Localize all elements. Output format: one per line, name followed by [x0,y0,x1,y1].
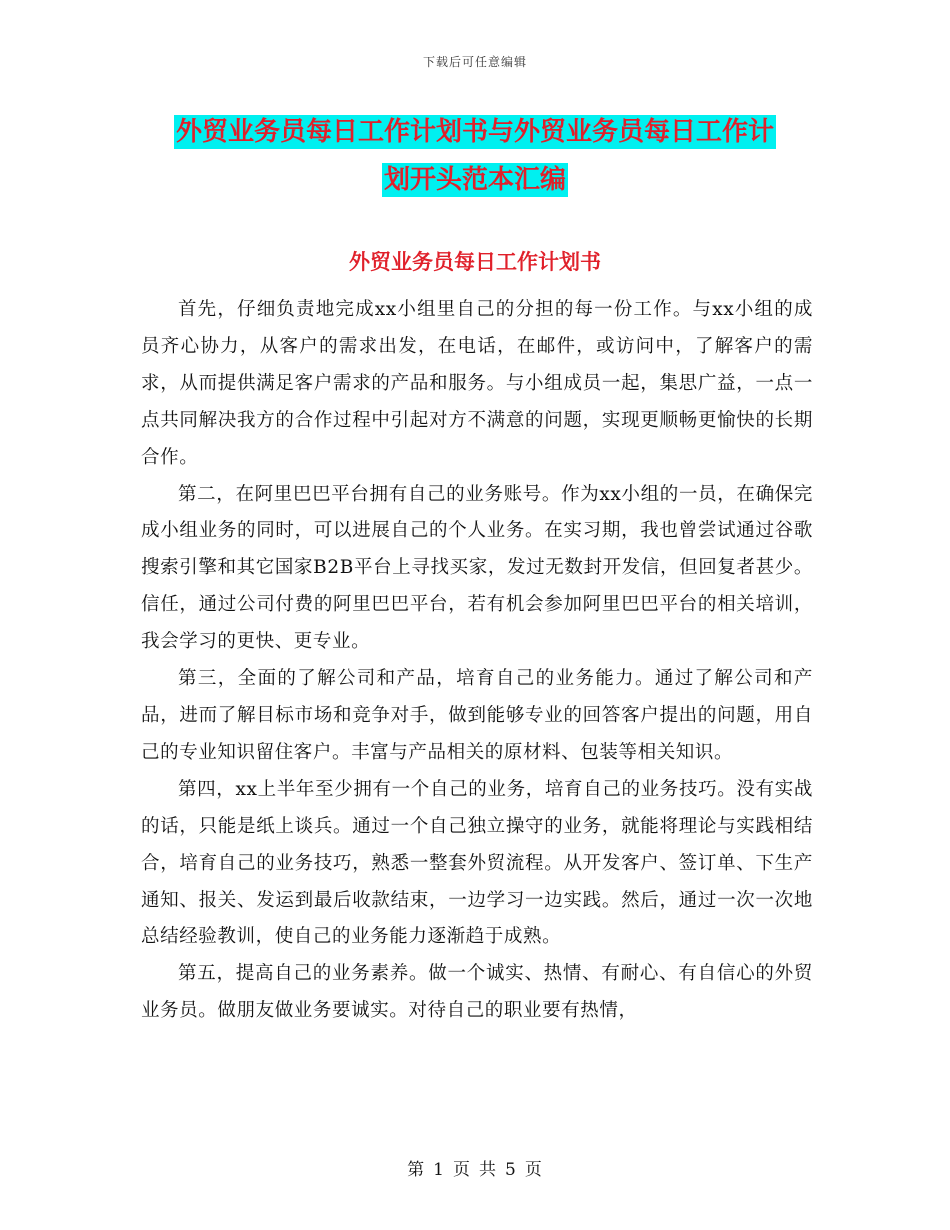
header-note: 下载后可任意编辑 [422,55,527,69]
paragraph: 第二，在阿里巴巴平台拥有自己的业务账号。作为xx小组的一员，在确保完成小组业务的同时，可以进展自己的个人业务。在实习期，我也曾尝试通过谷歌搜索引擎和其它国家B2B平台上寻找买家，发过无数封开发信，但回复者甚少。信任，通过公司付费的阿里巴巴平台，若有机会参加阿里巴巴平台的相关培训，我会学习的更快、更专业。 [141,483,813,653]
paragraph: 首先，仔细负责地完成xx小组里自己的分担的每一份工作。与xx小组的成员齐心协力，从客户的需求出发，在电话，在邮件，或访问中，了解客户的需求，从而提供满足客户需求的产品和服务。与小组成员一起，集思广益，一点一点共同解决我方的合作过程中引起对方不满意的问题，实现更顺畅更愉快的长期合作。 [141,299,813,468]
footer-page-number: 1 [433,1160,445,1180]
section-heading: 外贸业务员每日工作计划书 [349,250,601,274]
footer-total-pages: 5 [505,1160,517,1180]
paragraph: 第四，xx上半年至少拥有一个自己的业务，培育自己的业务技巧。没有实战的话，只能是纸上谈兵。通过一个自己独立操守的业务，就能将理论与实践相结合，培育自己的业务技巧，熟悉一整套外贸流程。从开发客户、签订单、下生产通知、报关、发运到最后收款结束，一边学习一边实践。然后，通过一次一次地总结经验教训，使自己的业务能力逐渐趋于成熟。 [141,778,813,948]
document-title-line-2: 划开头范本汇编 [383,165,566,195]
document-title-line-1: 外贸业务员每日工作计划书与外贸业务员每日工作计 [175,117,774,147]
document-body [141,292,813,1030]
footer-prefix: 第 [407,1160,426,1180]
page-footer [0,1155,950,1180]
footer-page-word: 页 [453,1160,471,1180]
footer-suffix: 页 [524,1160,543,1180]
footer-of: 共 [479,1160,497,1180]
document-title [0,108,950,204]
paragraph: 第三，全面的了解公司和产品，培育自己的业务能力。通过了解公司和产品，进而了解目标市场和竞争对手，做到能够专业的回答客户提出的问题，用自己的专业知识留住客户。丰富与产品相关的原材料、包装等相关知识。 [141,668,813,763]
paragraph: 第五，提高自己的业务素养。做一个诚实、热情、有耐心、有自信心的外贸业务员。做朋友做业务要诚实。对待自己的职业要有热情， [141,963,813,1022]
